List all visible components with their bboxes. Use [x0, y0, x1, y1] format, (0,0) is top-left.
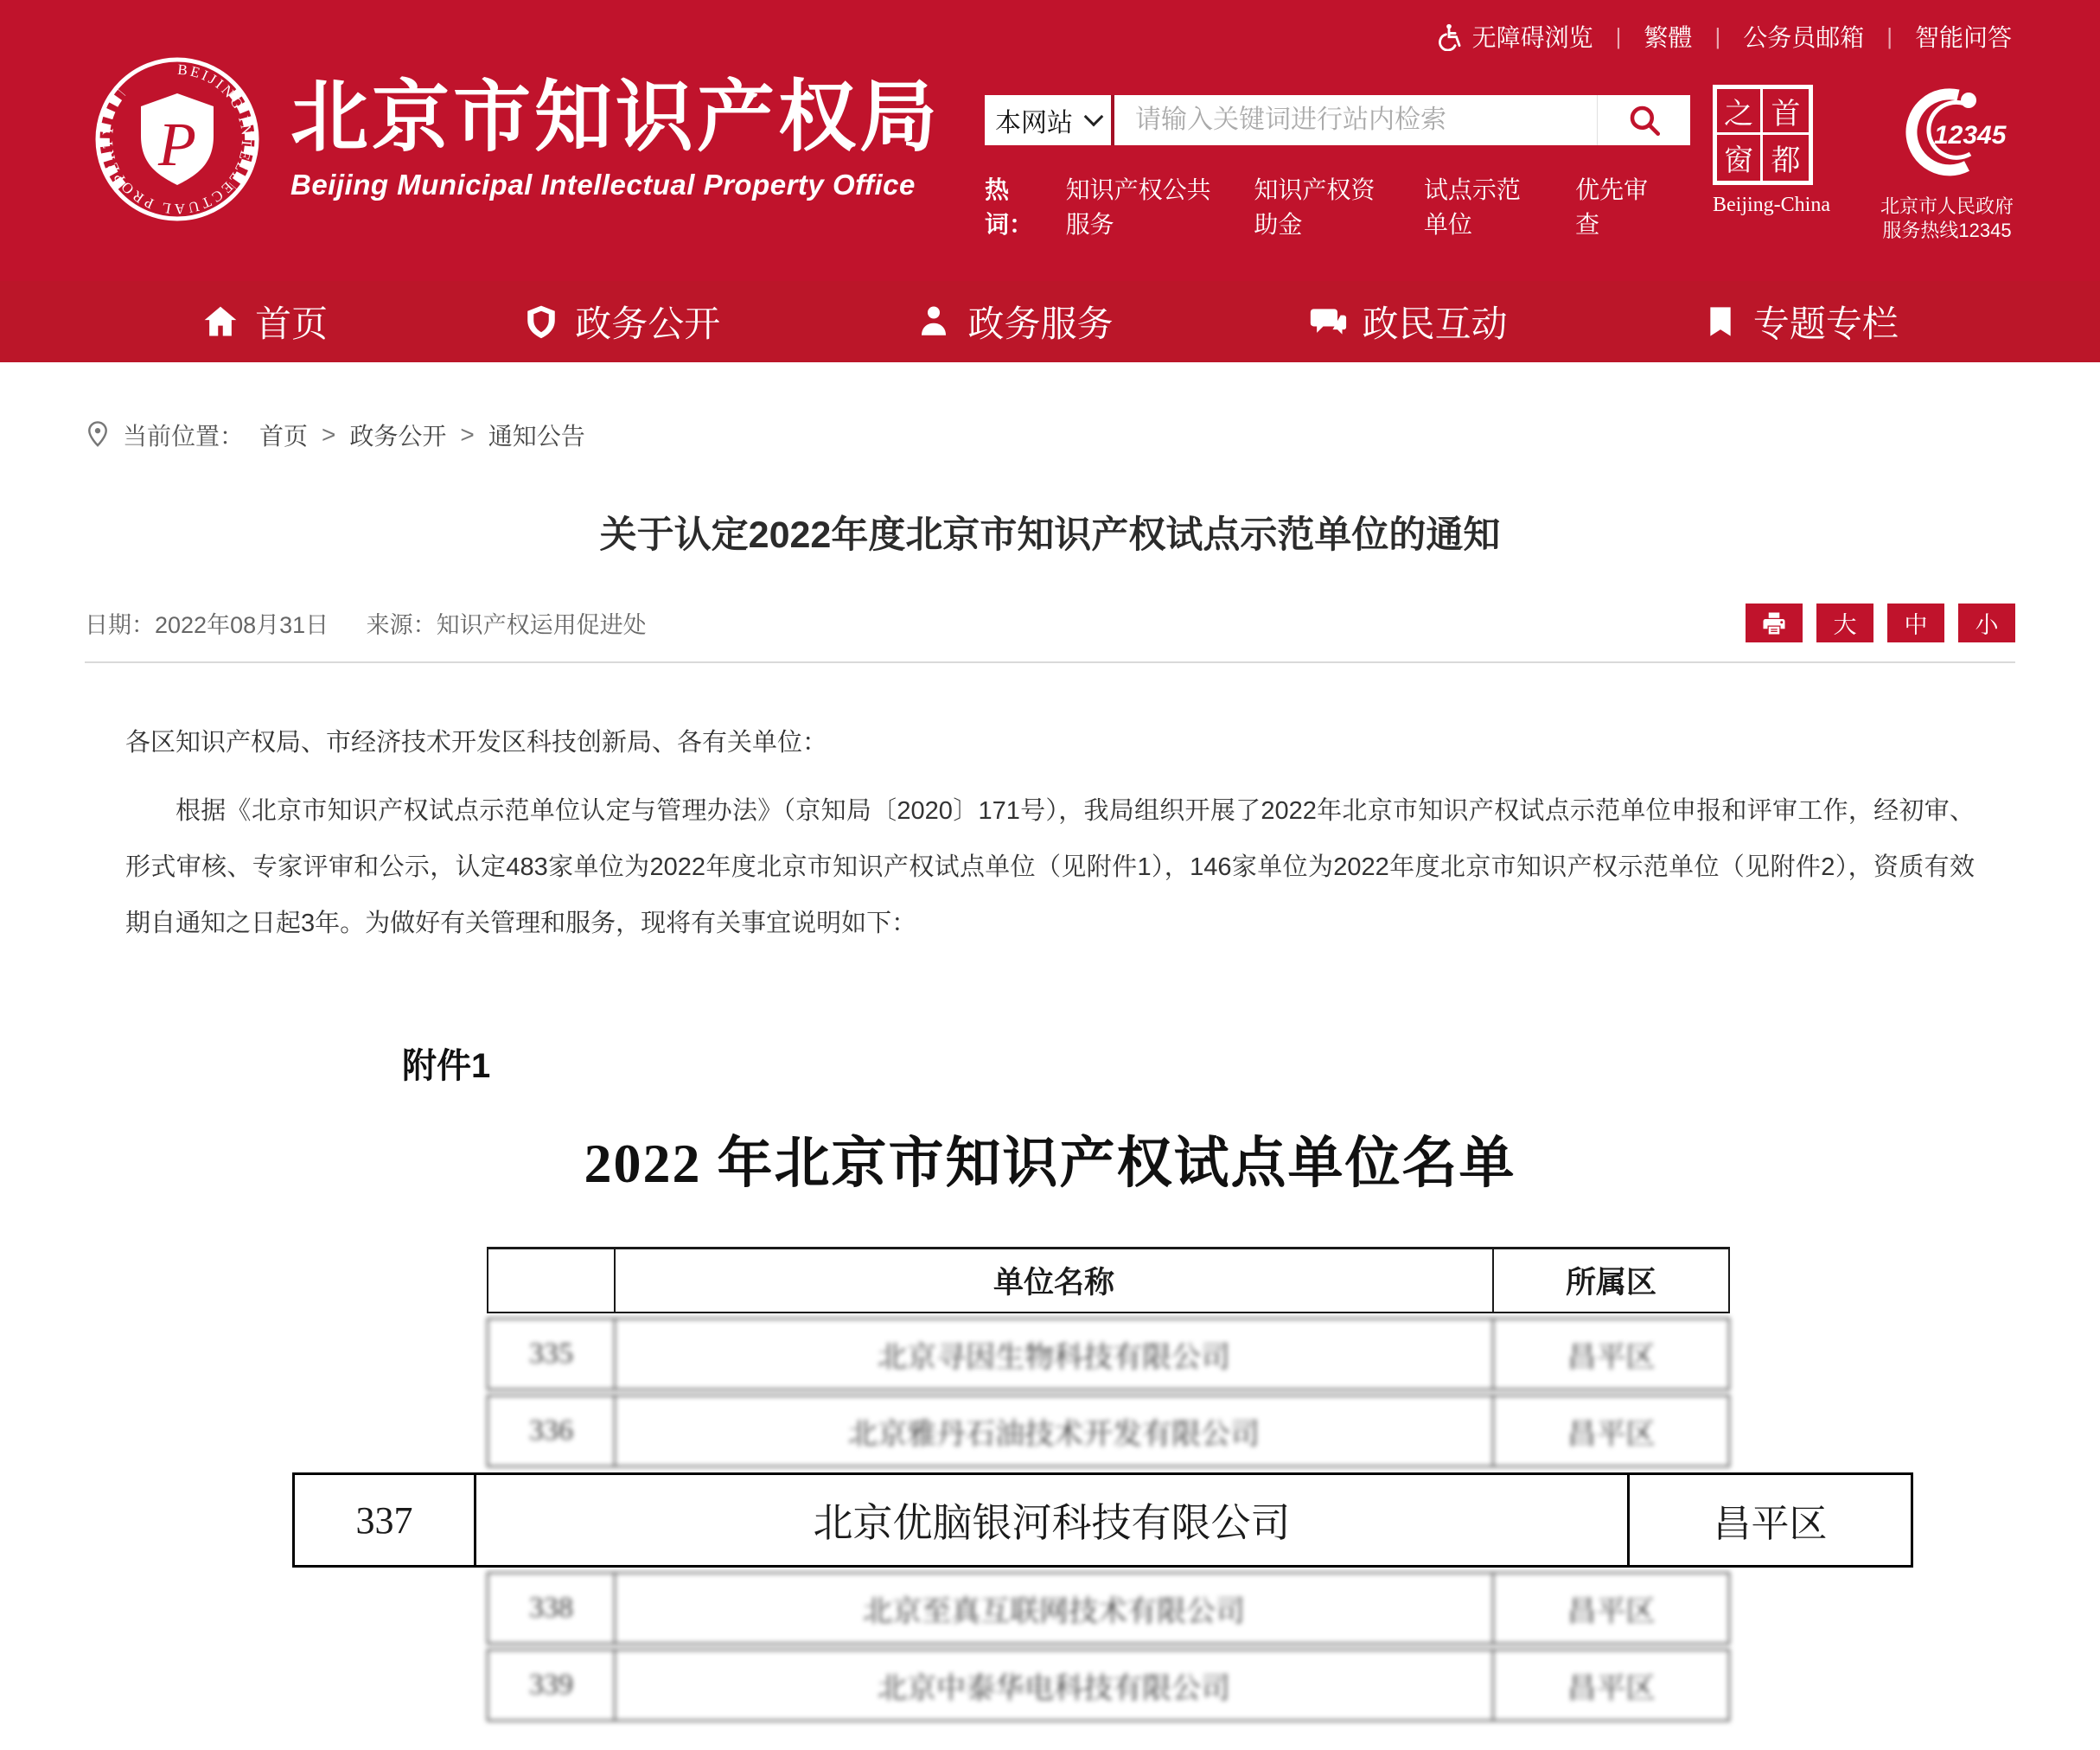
logo-ring-text: BEIJING INTELLECTUAL PROPERTY: [99, 61, 256, 218]
row-district: 昌平区: [1567, 1418, 1656, 1451]
topbar-separator: |: [1615, 22, 1622, 49]
breadcrumb-gov-disclosure[interactable]: 政务公开: [349, 423, 447, 450]
accessibility-icon: [1434, 22, 1464, 51]
table-header-district: 所属区: [1565, 1266, 1656, 1300]
search-input[interactable]: [1114, 95, 1597, 145]
breadcrumb-notices[interactable]: 通知公告: [488, 423, 585, 450]
row-district: 昌平区: [1567, 1341, 1656, 1374]
content: [0, 418, 2100, 1721]
search-button[interactable]: [1597, 95, 1690, 145]
row-unit-name: 北京优脑银河科技有限公司: [476, 1475, 1630, 1565]
article-meta-row: [85, 604, 2015, 642]
accessibility-link[interactable]: [1434, 19, 1593, 54]
article-tools: [1746, 604, 2015, 642]
hot-word-link[interactable]: 知识产权资助金: [1254, 176, 1376, 238]
chevron-down-icon: [1084, 107, 1104, 127]
search-area: [985, 95, 1690, 240]
row-unit-name: 北京寻因生物科技有限公司: [616, 1319, 1494, 1389]
search-icon: [1626, 102, 1663, 138]
nav-item-home[interactable]: 首页: [201, 296, 328, 348]
capital-window-badge[interactable]: [1713, 85, 1830, 217]
bjipo-logo: [86, 48, 268, 230]
print-button[interactable]: [1746, 604, 1803, 642]
site-logo-brand[interactable]: [86, 48, 941, 230]
location-pin-icon: [85, 420, 111, 450]
date-label: 日期：: [85, 612, 155, 638]
row-number: 336: [488, 1396, 616, 1466]
hot-word-link[interactable]: 知识产权公共服务: [1065, 176, 1211, 238]
row-district: 昌平区: [1567, 1672, 1656, 1705]
attachment-label: 附件1: [402, 1047, 491, 1085]
breadcrumb-home[interactable]: 首页: [259, 423, 309, 450]
table-row: [292, 1472, 1913, 1568]
hot-word-link[interactable]: 试点示范单位: [1423, 176, 1521, 238]
row-number: 338: [488, 1574, 616, 1643]
nav-item-gov-services[interactable]: 政务服务: [916, 296, 1113, 348]
search-bar: [985, 95, 1690, 145]
article-body: [85, 715, 2015, 952]
site-name-en: Beijing Municipal Intellectual Property Office: [290, 169, 916, 201]
breadcrumb-separator: >: [322, 421, 336, 448]
pilot-units-table: [355, 1247, 1828, 1721]
table-header-name: 单位名称: [616, 1249, 1494, 1312]
site-name: 北京市知识产权局: [290, 73, 941, 161]
table-header-no: [488, 1249, 616, 1312]
smart-qa-link[interactable]: 智能问答: [1914, 24, 2012, 51]
article-meta: [85, 606, 647, 640]
hotline-12345-badge[interactable]: [1880, 85, 2014, 242]
shield-icon: [523, 303, 559, 340]
nav-item-public-interaction[interactable]: 政民互动: [1309, 296, 1508, 348]
article-source: 知识产权运用促进处: [436, 612, 647, 638]
salutation: 各区知识产权局、市经济技术开发区科技创新局、各有关单位：: [125, 729, 828, 757]
nav-item-special-columns[interactable]: 专题专栏: [1703, 296, 1899, 348]
hot-words-label: 热词：: [985, 176, 1034, 238]
topbar-separator: |: [1714, 22, 1721, 49]
breadcrumb-label: 当前位置：: [123, 423, 245, 450]
topbar: [1434, 19, 2012, 54]
brand-text: [290, 73, 941, 202]
site-header: [0, 0, 2100, 281]
attachment-title: 2022 年北京市知识产权试点单位名单: [584, 1133, 1516, 1194]
row-number: 335: [488, 1319, 616, 1389]
table-row: [487, 1395, 1730, 1467]
table-row: [487, 1649, 1730, 1721]
header-badges: [1713, 85, 2014, 242]
font-size-large-button[interactable]: 大: [1816, 604, 1873, 642]
main-nav: [0, 281, 2100, 362]
capital-window-caption: Beijing-China: [1713, 194, 1830, 216]
hot-word-link[interactable]: 优先审查: [1575, 176, 1649, 238]
logo-letter: P: [158, 110, 196, 179]
article-title: 关于认定2022年度北京市知识产权试点示范单位的通知: [599, 514, 1501, 556]
topbar-link-label: 无障碍浏览: [1471, 24, 1593, 51]
search-scope-select[interactable]: [985, 95, 1114, 145]
row-number: 339: [488, 1651, 616, 1720]
civil-servant-mail-link[interactable]: 公务员邮箱: [1743, 24, 1865, 51]
row-district: 昌平区: [1713, 1503, 1828, 1545]
row-number: 337: [295, 1475, 476, 1565]
font-size-medium-button[interactable]: 中: [1887, 604, 1944, 642]
person-icon: [916, 303, 952, 340]
font-size-small-button[interactable]: 小: [1958, 604, 2015, 642]
table-row: [487, 1572, 1730, 1645]
capital-window-logo: 之 首 窗 都: [1713, 85, 1813, 185]
printer-icon: [1761, 610, 1787, 636]
hotline-12345-logo: [1882, 85, 2012, 185]
row-unit-name: 北京雅丹石油技术开发有限公司: [616, 1396, 1494, 1466]
bookmark-icon: [1703, 304, 1738, 339]
article-date: 2022年08月31日: [155, 612, 329, 638]
row-district: 昌平区: [1567, 1595, 1656, 1628]
chat-icon: [1309, 303, 1347, 341]
source-label: 来源：: [366, 612, 437, 638]
topbar-separator: |: [1886, 22, 1893, 49]
hotline-caption: 北京市人民政府 服务热线12345: [1880, 195, 2014, 241]
table-header-row: [487, 1247, 1730, 1313]
meta-divider: [85, 661, 2015, 663]
breadcrumb-separator: >: [460, 421, 475, 448]
home-icon: [201, 303, 239, 341]
svg-text:12345: 12345: [1933, 121, 2007, 150]
traditional-chinese-link[interactable]: 繁體: [1644, 24, 1693, 51]
nav-item-gov-disclosure[interactable]: 政务公开: [523, 296, 720, 348]
row-unit-name: 北京至真互联网技术有限公司: [616, 1574, 1494, 1643]
breadcrumb: [85, 418, 2015, 452]
article-paragraph: 根据《北京市知识产权试点示范单位认定与管理办法》（京知局〔2020〕171号），我局组织开展了2022年北京市知识产权试点示范单位申报和评审工作，经初审、形式审核、专家评审和公示，认定483家单位为2022年度北京市知识产权试点单位（见附件1），146家单位为2022年度北京市知识产权示范单位（见附件2），资质有效期自通知之日起3年。为做好有关管理和服务，现将有关事宜说明如下：: [125, 797, 1975, 937]
search-scope-value: 本网站: [995, 109, 1073, 137]
hot-words: [985, 171, 1690, 240]
row-unit-name: 北京中泰华电科技有限公司: [616, 1651, 1494, 1720]
table-row: [487, 1318, 1730, 1390]
